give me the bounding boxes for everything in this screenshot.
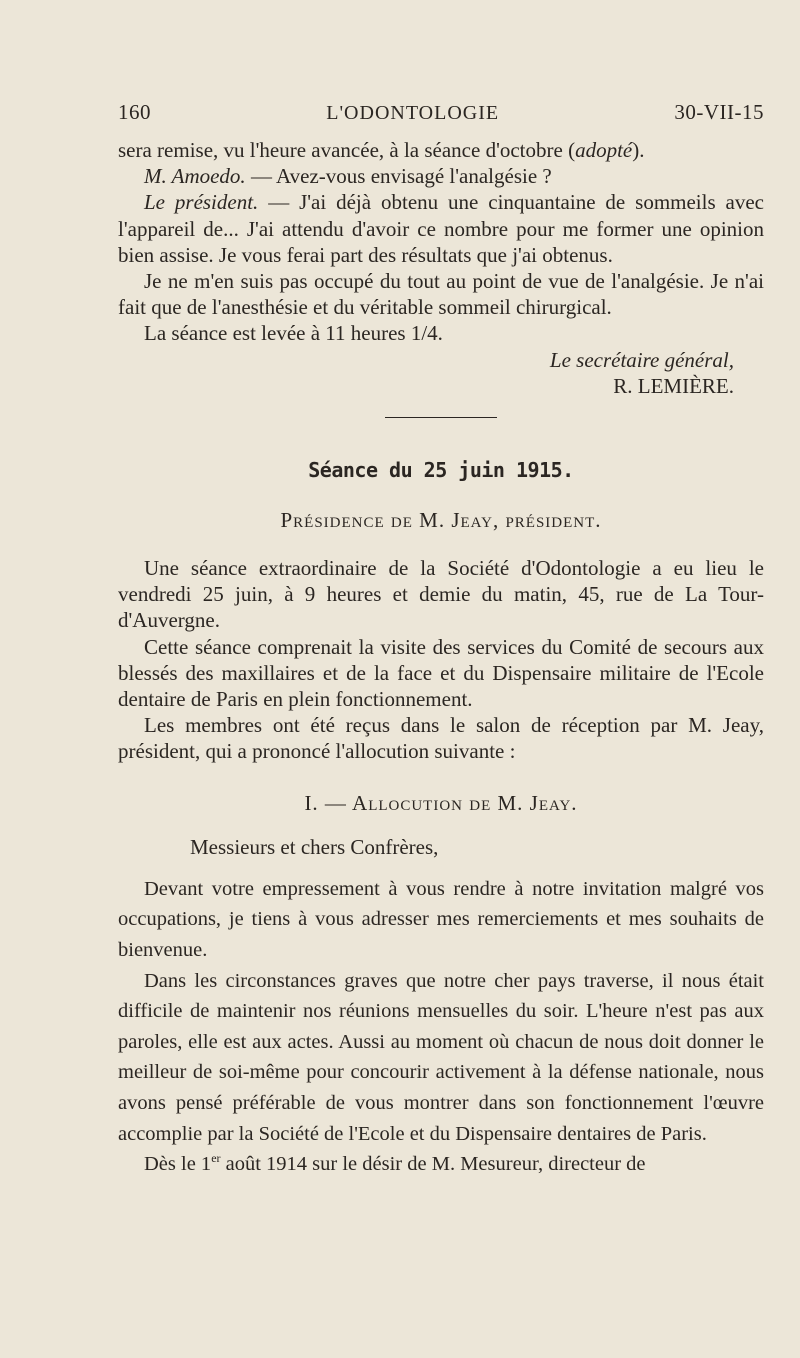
paragraph-president-reply bbox=[118, 189, 764, 268]
section-divider bbox=[385, 417, 497, 418]
signature-role: Le secrétaire général, bbox=[549, 347, 734, 372]
signature-name-initial: R. L bbox=[613, 373, 651, 398]
running-header bbox=[118, 100, 764, 125]
text-span: — Avez-vous envisagé l'analgésie ? bbox=[245, 164, 552, 189]
speaker-amoedo: M. Amoedo. bbox=[144, 164, 246, 189]
text-span: août 1914 sur le désir de M. Mesureur, directeur de bbox=[220, 1153, 646, 1176]
paragraph-membres-recus: Les membres ont été reçus dans le salon de réception par M. Jeay, président, qui a prononcé l'allocution suivante : bbox=[118, 713, 764, 764]
salutation: Messieurs et chers Confrères, bbox=[190, 834, 439, 859]
speaker-president: Le président. bbox=[144, 190, 259, 215]
text-span: sera remise, vu l'heure avancée, à la séance d'octobre ( bbox=[118, 138, 576, 162]
allocution-body bbox=[118, 874, 764, 1180]
paragraph-seance-extraordinaire: Une séance extraordinaire de la Société d'Odontologie a eu lieu le vendredi 25 juin, à 9 heures et demie du matin, 45, rue de La Tour-d'Auvergne. bbox=[118, 556, 764, 633]
paragraph-circonstances: Dans les circonstances graves que notre cher pays traverse, il nous était difficile de maintenir nos réunions mensuelles du soir. L'heure n'est pas aux paroles, elle est aux actes. Aussi au moment où chacun de nous doit donner le meilleur de soi-même pour concourir activement à la défense nationale, nous avons pensé préférable de vous montrer dans son fonctionnement l'œuvre accomplie par la Société de l'Ecole et du Dispensaire dentaires de Paris. bbox=[118, 969, 764, 1145]
paragraph-levee: La séance est levée à 11 heures 1/4. bbox=[144, 321, 443, 346]
text-span: — J'ai déjà obtenu une cinquantaine de sommeils avec l'appareil de... J'ai attendu d'avoir ce nombre pour me former une opinion bien assise. Je vous ferai part des résultats que j'ai obtenus. bbox=[118, 190, 765, 267]
paragraph-analgesie: Je ne m'en suis pas occupé du tout au point de vue de l'analgésie. Je n'ai fait que de l'anesthésie et du véritable sommeil chirurgical. bbox=[118, 269, 764, 320]
text-span: Dès le 1 bbox=[144, 1153, 212, 1176]
presidence-line: Présidence de M. Jeay, président. bbox=[280, 508, 602, 533]
allocution-title: I. — Allocution de M. Jeay. bbox=[304, 790, 578, 815]
section-title: Séance du 25 juin 1915. bbox=[308, 458, 574, 483]
superscript-er: er bbox=[211, 1151, 221, 1166]
page-number: 160 bbox=[118, 100, 151, 124]
paragraph-remise bbox=[118, 137, 764, 163]
running-title: L'ODONTOLOGIE bbox=[326, 102, 500, 124]
paragraph-amoedo bbox=[118, 163, 764, 189]
signature-name bbox=[118, 373, 764, 399]
paragraph-visite-services: Cette séance comprenait la visite des services du Comité de secours aux blessés des maxillaires et de la face et du Dispensaire militaire de l'Ecole dentaire de Paris en plein fonctionnement. bbox=[118, 634, 764, 712]
italic-adopte: adopté bbox=[575, 138, 633, 162]
paragraph-empressement: Devant votre empressement à vous rendre à notre invitation malgré vos occupations, je tiens à vous adresser mes remerciements et mes souhaits de bienvenue. bbox=[118, 877, 764, 962]
paragraph-aout-1914 bbox=[118, 1149, 764, 1180]
issue-date: 30-VII-15 bbox=[674, 100, 764, 124]
signature-name-rest: EMIÈRE. bbox=[650, 373, 734, 398]
text-span: ). bbox=[632, 138, 645, 162]
